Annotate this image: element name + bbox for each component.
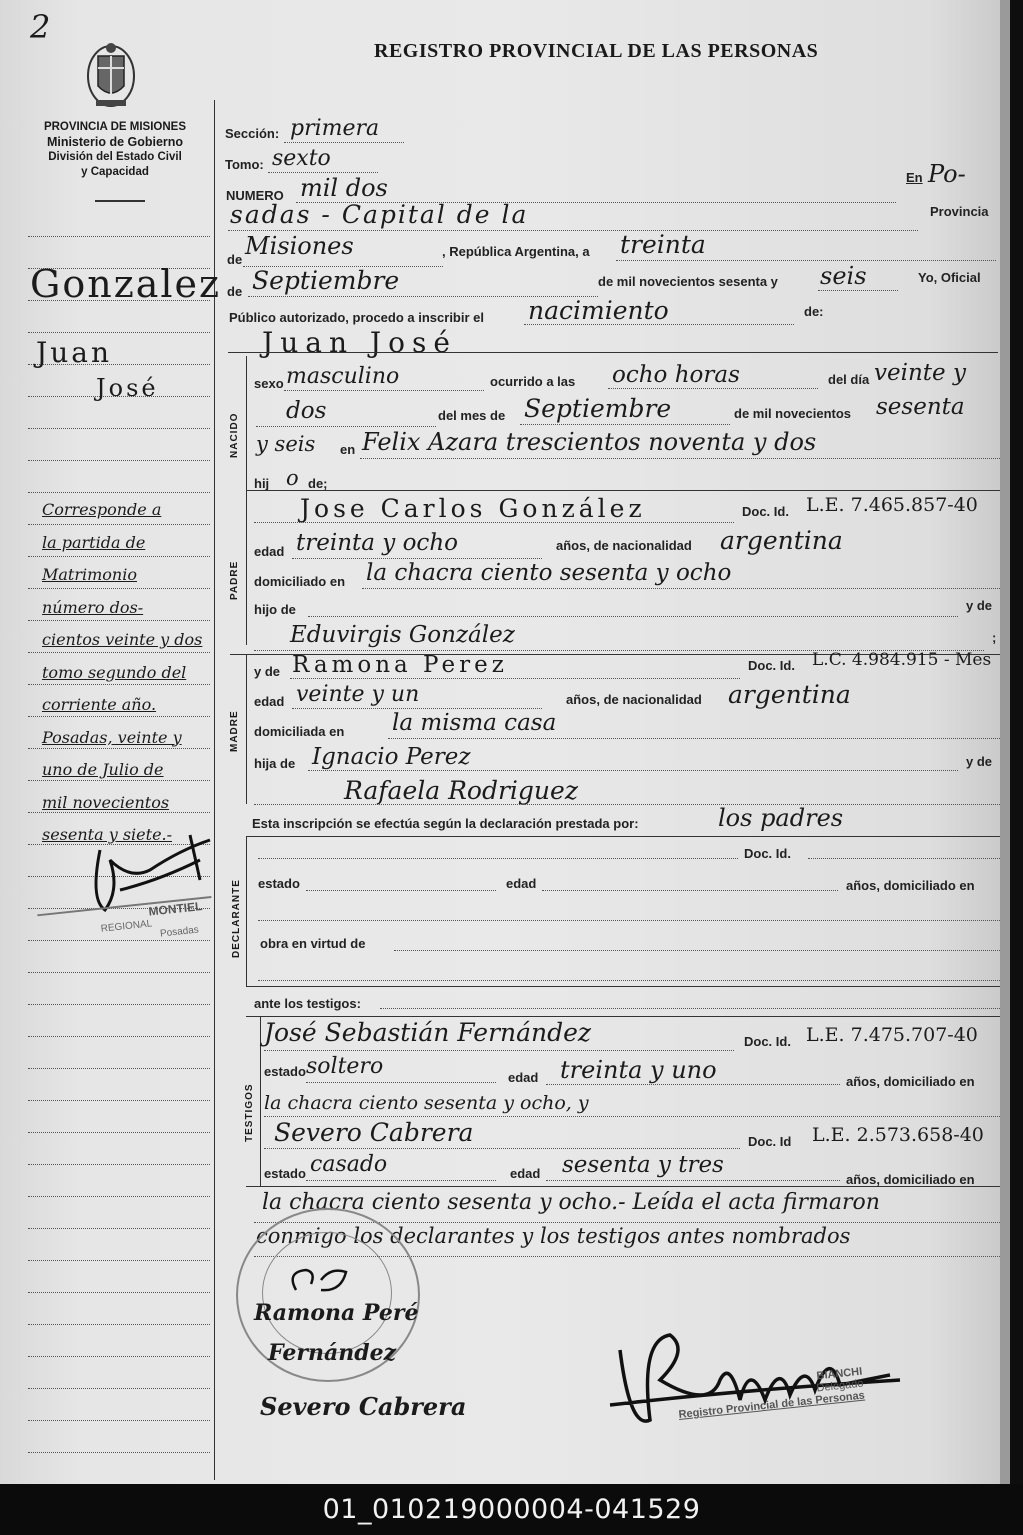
father-name-line	[254, 522, 734, 523]
dia-value: veinte y	[874, 360, 966, 386]
margin-rule-line	[28, 460, 210, 461]
seccion-line	[284, 142, 404, 143]
tomo-label: Tomo:	[225, 157, 264, 172]
margin-rule-line	[28, 748, 210, 749]
witness1-estado-label: estado	[264, 1064, 306, 1079]
issuer-capacity: y Capacidad	[81, 166, 149, 178]
declarante-top-rule	[246, 836, 1006, 837]
mother-nac-label: años, de nacionalidad	[566, 692, 702, 707]
margin-given-name-1: Juan	[36, 336, 112, 369]
padre-divider	[246, 490, 247, 645]
numero-value: mil dos	[300, 174, 388, 202]
father-doc-value: L.E. 7.465.857-40	[806, 494, 978, 516]
seccion-value: primera	[290, 116, 380, 141]
declarante-name-line	[258, 858, 738, 859]
padre-section-label: PADRE	[229, 560, 240, 600]
numero-label: NUMERO	[226, 188, 284, 203]
issuer-division: División del Estado Civil	[48, 151, 182, 163]
ocurrido-label: ocurrido a las	[490, 374, 576, 389]
father-dom-value: la chacra ciento sesenta y ocho	[366, 560, 732, 586]
mother-parent2-line	[254, 804, 1004, 805]
document-title: REGISTRO PROVINCIAL DE LAS PERSONAS	[374, 40, 819, 62]
image-caption: 01_010219000004-041529	[0, 1484, 1023, 1535]
mother-hija-label: hija de	[254, 756, 296, 771]
witness1-name: José Sebastián Fernández	[264, 1018, 592, 1047]
margin-rule-line	[28, 1036, 210, 1037]
margin-note-line: la partida de	[42, 532, 146, 552]
dia-value-2: dos	[286, 398, 327, 424]
margin-note-line: tomo segundo del	[42, 662, 187, 682]
margin-note-line: uno de Julio de	[42, 760, 164, 779]
nac-year-value: sesenta	[876, 394, 965, 420]
year-line	[818, 290, 898, 291]
margin-rule-line	[28, 1100, 210, 1101]
declaracion-value: los padres	[718, 804, 844, 832]
witness2-name: Severo Cabrera	[274, 1118, 474, 1147]
father-edad-value: treinta y ocho	[296, 530, 458, 556]
dia-label: del día	[828, 372, 870, 387]
nacido-section-label: NACIDO	[229, 412, 240, 458]
witness2-doc-label: Doc. Id	[748, 1134, 792, 1149]
witness2-name-line	[264, 1148, 740, 1149]
mother-doc-label: Doc. Id.	[748, 658, 795, 673]
de-label: de	[227, 252, 243, 267]
mother-edad-label: edad	[254, 694, 285, 709]
mes-value: Septiembre	[524, 394, 672, 423]
child-name: Juan José	[262, 326, 457, 359]
declarante-bottom-rule	[246, 986, 1006, 987]
witness1-edad-label: edad	[508, 1070, 539, 1085]
margin-rule-line	[28, 1324, 210, 1325]
margin-surname: Gonzalez	[30, 262, 222, 306]
registrar-stamp-line2: Delegado	[815, 1377, 865, 1395]
margin-rule-line	[28, 652, 210, 653]
margin-note-line: sesenta y siete.-	[42, 825, 173, 844]
nacido-bottom-rule	[246, 490, 1006, 491]
page-edge	[1000, 0, 1010, 1484]
signature-3: Severo Cabrera	[260, 1392, 467, 1421]
ante-testigos-label: ante los testigos:	[254, 996, 361, 1011]
testigos-bottom-rule	[246, 1186, 1006, 1187]
witness2-edad-line	[546, 1180, 840, 1181]
sexo-value: masculino	[286, 364, 400, 389]
declarante-anos-label: años, domiciliado en	[846, 878, 975, 893]
issuer-province: PROVINCIA DE MISIONES	[43, 121, 187, 133]
margin-note-line: cientos veinte y dos	[42, 630, 203, 649]
declarante-divider	[246, 836, 247, 986]
declaracion-text: Esta inscripción se efectúa según la declaración prestada por:	[252, 816, 639, 831]
nacido-en-label: en	[340, 442, 356, 457]
margin-rule-line	[28, 716, 210, 717]
mother-nac-value: argentina	[728, 680, 851, 709]
mother-yde2-label: y de	[966, 754, 993, 769]
testigos-divider	[260, 1016, 261, 1186]
witness2-edad: sesenta y tres	[562, 1152, 724, 1178]
mother-parent-1: Ignacio Perez	[312, 744, 471, 770]
seccion-label: Sección:	[225, 126, 280, 141]
declarante-obra-label: obra en virtud de	[260, 936, 366, 951]
margin-rule-line	[28, 1132, 210, 1133]
mother-dom-value: la misma casa	[392, 710, 557, 736]
mes-line	[520, 424, 730, 425]
sexo-label: sexo	[254, 376, 284, 391]
hij-de-label: de;	[308, 476, 328, 491]
witness2-edad-label: edad	[510, 1166, 541, 1181]
closing-line-1: la chacra ciento sesenta y ocho.- Leída el acta firmaron	[262, 1190, 880, 1215]
declarante-dom-line	[258, 920, 1004, 921]
dia2-line	[256, 426, 436, 427]
initials-signature	[286, 1262, 356, 1300]
city-value: sadas - Capital de la	[230, 200, 529, 229]
margin-rule-line	[28, 812, 210, 813]
margin-divider	[214, 100, 215, 1480]
issuer-block	[20, 120, 210, 180]
mother-yde-label: y de	[254, 664, 281, 679]
city-line	[228, 230, 918, 231]
witness1-estado: soltero	[306, 1054, 384, 1079]
margin-note-line: corriente año.	[42, 695, 157, 714]
witness1-estado-line	[306, 1082, 496, 1083]
ante-testigos-line	[380, 1008, 1000, 1009]
margin-rule-line	[28, 588, 210, 589]
nacido-divider	[246, 356, 247, 491]
hij-value: o	[286, 466, 299, 490]
father-hijo-label: hijo de	[254, 602, 296, 617]
year-value: seis	[820, 262, 867, 290]
mother-dom-label: domiciliada en	[254, 724, 345, 739]
margin-given-name-2: José	[96, 374, 159, 402]
witness2-anos-label: años, domiciliado en	[846, 1172, 975, 1187]
mother-parent-2: Rafaela Rodriguez	[344, 776, 578, 805]
father-yde-label: y de	[966, 598, 993, 613]
margin-note-line: mil novecientos	[42, 792, 170, 812]
witness1-edad-line	[546, 1084, 840, 1085]
en-label: En	[906, 170, 923, 185]
margin-rule-line	[28, 1420, 210, 1421]
tomo-value: sexto	[272, 146, 331, 171]
margin-rule-line	[28, 236, 210, 237]
declarante-doc-line	[808, 858, 1004, 859]
declarante-doc-label: Doc. Id.	[744, 846, 791, 861]
mes-label: del mes de	[438, 408, 506, 423]
father-dom-label: domiciliado en	[254, 574, 346, 589]
margin-stamp-line2: REGIONAL	[100, 918, 153, 935]
tomo-line	[268, 172, 378, 173]
declarante-estado-line	[306, 890, 496, 891]
testigos-section-label: TESTIGOS	[244, 1083, 255, 1142]
child-name-line	[228, 352, 998, 353]
margin-rule-line	[28, 1260, 210, 1261]
father-dom-line	[362, 588, 1002, 589]
mother-edad-line	[292, 708, 542, 709]
margin-stamp-line1: MONTIEL	[147, 899, 204, 919]
margin-rule-line	[28, 332, 210, 333]
month-value: Septiembre	[252, 266, 400, 295]
margin-rule-line	[28, 1196, 210, 1197]
witness1-dom: la chacra ciento sesenta y ocho, y	[264, 1092, 589, 1114]
witness1-anos-label: años, domiciliado en	[846, 1074, 975, 1089]
witness1-dom-line	[264, 1116, 1004, 1117]
day-line	[616, 260, 996, 261]
witness1-name-line	[264, 1050, 734, 1051]
margin-rule-line	[28, 1228, 210, 1229]
publico-label: Público autorizado, procedo a inscribir el	[229, 310, 484, 325]
mother-edad-value: veinte y un	[296, 682, 420, 707]
de-colon-label: de:	[804, 304, 824, 319]
de2-label: de	[227, 284, 243, 299]
father-parent-value: Eduvirgis González	[290, 622, 515, 648]
witness1-doc-label: Doc. Id.	[744, 1034, 791, 1049]
margin-rule-line	[28, 1292, 210, 1293]
registrar-stamp-line3: Registro Provincial de las Personas	[678, 1389, 866, 1422]
declarante-edad-line	[542, 890, 838, 891]
father-name: Jose Carlos González	[300, 494, 646, 523]
margin-rule-line	[28, 1452, 210, 1453]
margin-rule-line	[28, 1164, 210, 1165]
act-value: nacimiento	[528, 296, 669, 325]
witness2-estado-label: estado	[264, 1166, 306, 1181]
witness2-doc: L.E. 2.573.658-40	[812, 1124, 984, 1146]
witness2-estado: casado	[310, 1152, 388, 1177]
margin-note-line: número dos-	[42, 597, 144, 617]
birthplace-value: Felix Azara trescientos noventa y dos	[362, 428, 817, 456]
margin-note-line: Posadas, veinte y	[42, 727, 182, 747]
birthplace-line	[360, 458, 1000, 459]
declarante-obra-line	[394, 950, 1004, 951]
father-semicolon: ;	[992, 630, 997, 645]
witness1-doc: L.E. 7.475.707-40	[806, 1024, 978, 1046]
margin-rule-line	[28, 524, 210, 525]
republica-label: , República Argentina, a	[442, 244, 590, 259]
provincia-label: Provincia	[930, 204, 989, 219]
father-edad-line	[292, 558, 542, 559]
margin-rule-line	[28, 684, 210, 685]
declarante-section-label: DECLARANTE	[231, 879, 242, 958]
day-value: treinta	[620, 230, 706, 259]
year-label: de mil novecientos sesenta y	[598, 274, 778, 289]
margin-rule-line	[28, 428, 210, 429]
margin-rule-line	[28, 1356, 210, 1357]
witness1-edad: treinta y uno	[560, 1056, 717, 1084]
nac-year-label: de mil novecientos	[734, 406, 852, 421]
margin-rule-line	[28, 620, 210, 621]
margin-rule-line	[28, 556, 210, 557]
declarante-edad-label: edad	[506, 876, 537, 891]
declarante-extra-line	[258, 980, 1004, 981]
hour-value: ocho horas	[612, 362, 740, 388]
margin-rule-line	[28, 1004, 210, 1005]
nac-year-value-2: y seis	[256, 432, 316, 456]
father-doc-label: Doc. Id.	[742, 504, 789, 519]
margin-rule-line	[28, 780, 210, 781]
closing-line-2: conmigo los declarantes y los testigos antes nombrados	[256, 1224, 851, 1248]
margin-rule-line	[28, 1068, 210, 1069]
margin-note-line: Corresponde a	[42, 500, 162, 519]
mother-name-line	[290, 678, 740, 679]
father-edad-label: edad	[254, 544, 285, 559]
father-hijo-line	[308, 616, 958, 617]
father-nac-label: años, de nacionalidad	[556, 538, 692, 553]
father-nac-value: argentina	[720, 526, 843, 555]
declarante-estado-label: estado	[258, 876, 300, 891]
registrar-stamp-line1: BIANCHI	[815, 1365, 863, 1383]
testigos-top-rule	[246, 1016, 1006, 1017]
issuer-underline	[95, 200, 145, 202]
margin-note-line: Matrimonio	[42, 565, 137, 584]
signature-2: Fernández	[268, 1340, 397, 1366]
issuer-ministry: Ministerio de Gobierno	[46, 135, 184, 149]
page-number: 2	[30, 8, 51, 46]
margin-stamp-line3: Posadas	[159, 924, 200, 940]
mother-parent1-line	[308, 770, 958, 771]
margin-rule-line	[28, 492, 210, 493]
mother-doc-value: L.C. 4.984.915 - Mes	[812, 650, 992, 670]
province-value: Misiones	[245, 232, 354, 260]
margin-rule-line	[28, 1388, 210, 1389]
hij-label: hij	[254, 476, 270, 491]
en-value: Po-	[928, 160, 966, 188]
mother-name: Ramona Perez	[292, 652, 508, 678]
madre-section-label: MADRE	[229, 710, 240, 752]
witness2-estado-line	[306, 1180, 496, 1181]
signature-1: Ramona Peré	[254, 1300, 419, 1326]
act-line	[524, 324, 794, 325]
coat-of-arms-emblem	[82, 36, 140, 112]
mother-dom-line	[388, 738, 1002, 739]
yo-label: Yo, Oficial	[918, 270, 981, 285]
madre-divider	[246, 654, 247, 804]
sexo-line	[284, 390, 484, 391]
hour-line	[608, 388, 818, 389]
